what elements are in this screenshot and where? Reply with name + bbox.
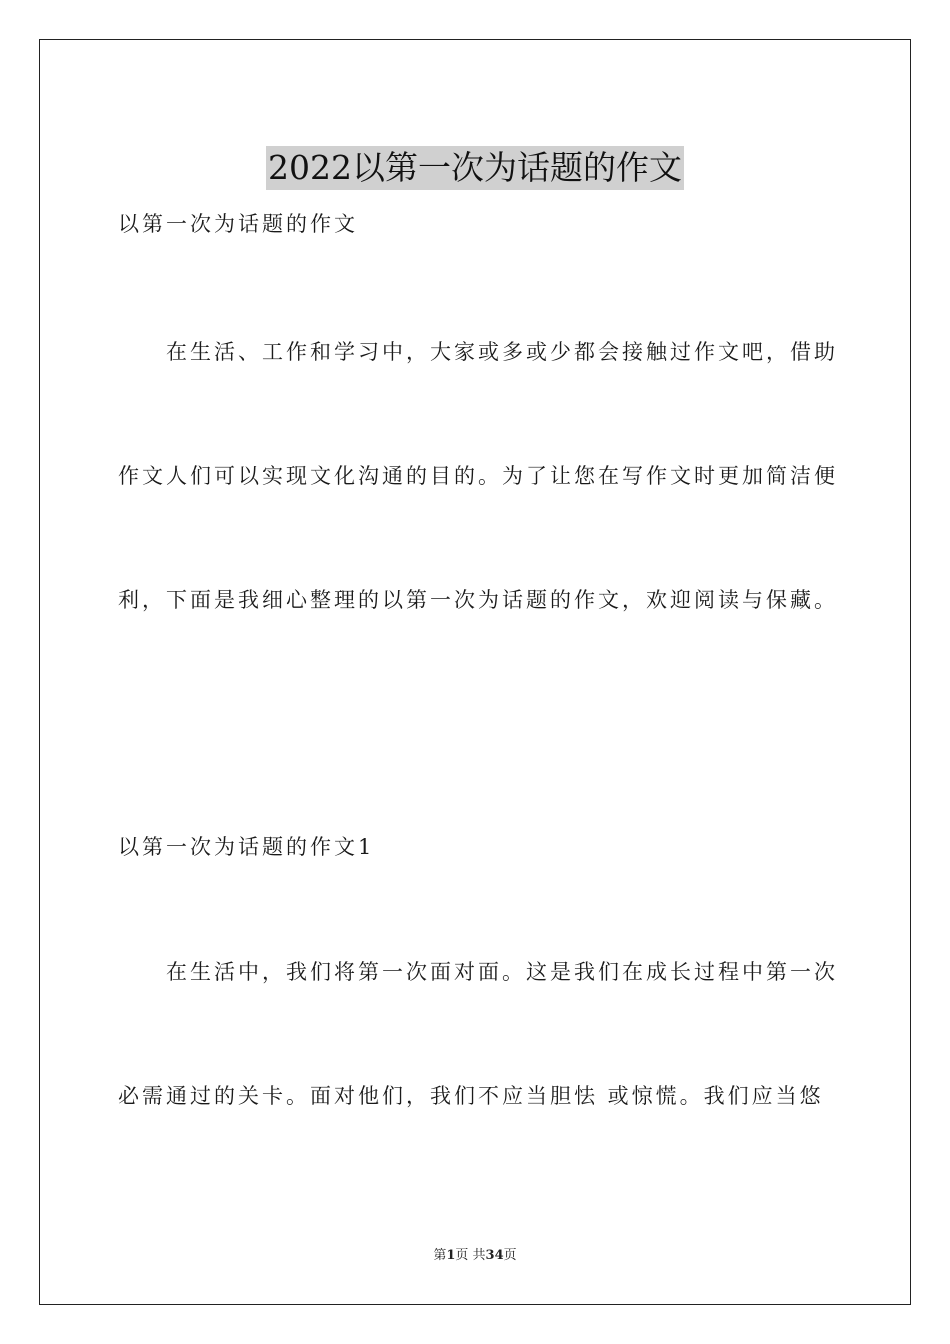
footer-current-page: 1: [446, 1248, 456, 1263]
page-footer: [0, 1247, 950, 1265]
footer-total-pages: 34: [485, 1248, 504, 1263]
footer-suffix: 页: [503, 1248, 517, 1263]
document-title: 2022以第一次为话题的作文: [266, 146, 684, 190]
subtitle: 以第一次为话题的作文: [118, 212, 358, 236]
paragraph-line: 在生活、工作和学习中，大家或多或少都会接触过作文吧，借助: [166, 340, 838, 364]
title-container: [0, 124, 950, 212]
footer-mid: 页 共: [455, 1248, 486, 1263]
footer-prefix: 第: [433, 1248, 447, 1263]
section-heading: 以第一次为话题的作文1: [118, 835, 375, 859]
paragraph-line: 利，下面是我细心整理的以第一次为话题的作文，欢迎阅读与保藏。: [118, 588, 838, 612]
paragraph-line: 作文人们可以实现文化沟通的目的。为了让您在写作文时更加简洁便: [118, 464, 838, 488]
paragraph-line: 在生活中，我们将第一次面对面。这是我们在成长过程中第一次: [166, 960, 838, 984]
paragraph-line: 必需通过的关卡。面对他们，我们不应当胆怯 或惊慌。我们应当悠: [118, 1084, 824, 1108]
